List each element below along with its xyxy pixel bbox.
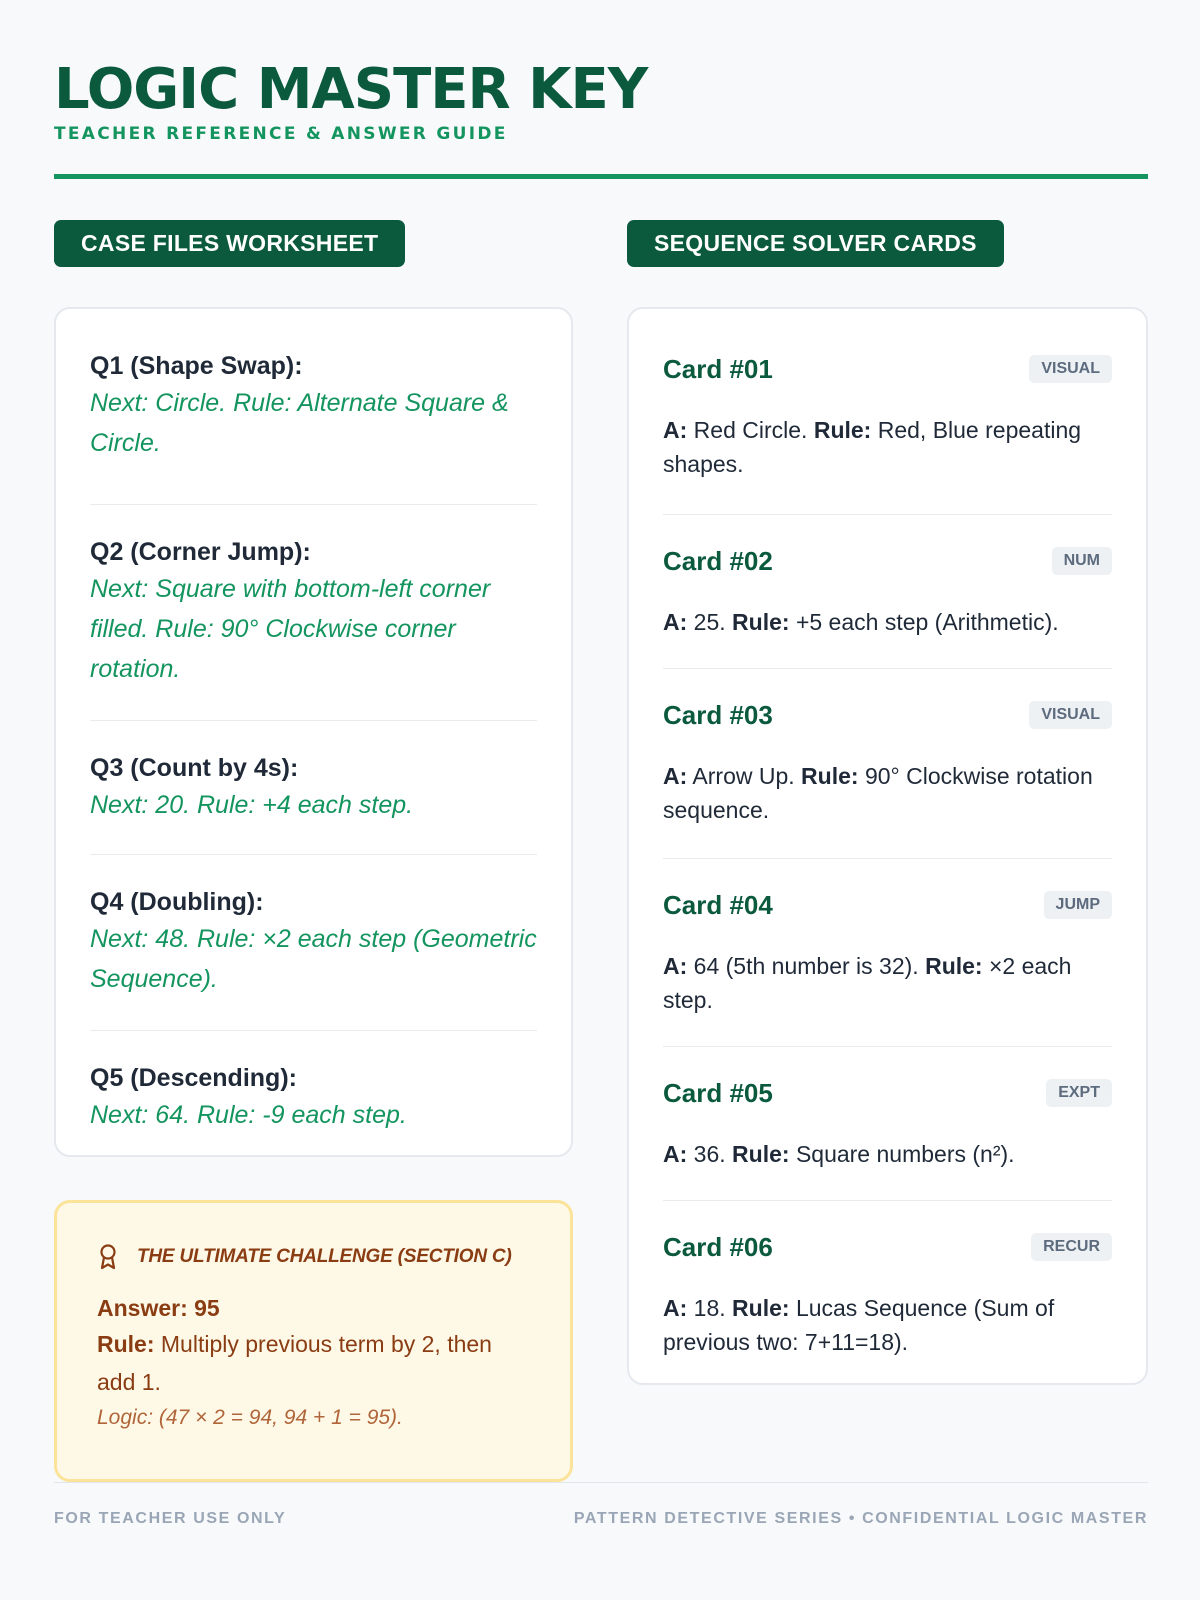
answer-prefix: A: (663, 953, 688, 979)
solver-card-answer: Red Circle. (693, 417, 808, 443)
solver-card-body (663, 949, 1112, 1017)
solver-card-rule: +5 each step (Arithmetic). (795, 609, 1059, 635)
solver-card-title: Card #04 (663, 889, 773, 920)
question-item (90, 855, 537, 1031)
section-label-case-files: CASE FILES WORKSHEET (54, 220, 405, 267)
page-title: LOGIC MASTER KEY (54, 57, 648, 122)
question-answer: Next: 20. Rule: +4 each step. (90, 791, 414, 819)
challenge-rule-text: Multiply previous term by 2, then add 1. (97, 1331, 492, 1395)
solver-card-tag: VISUAL (1029, 355, 1112, 383)
page-subtitle: TEACHER REFERENCE & ANSWER GUIDE (54, 124, 508, 144)
solver-card-tag: NUM (1052, 547, 1112, 575)
solver-card-answer: 36. (693, 1141, 726, 1167)
question-item (90, 505, 537, 721)
solver-card (663, 1201, 1112, 1391)
sequence-solver-cards (627, 307, 1148, 1385)
rule-prefix: Rule: (801, 763, 859, 789)
challenge-rule-label: Rule: (97, 1331, 155, 1357)
answer-prefix: A: (663, 417, 688, 443)
solver-card-body (663, 1291, 1112, 1359)
solver-card-body (663, 413, 1112, 481)
rule-prefix: Rule: (732, 1141, 790, 1167)
solver-card-tag: VISUAL (1029, 701, 1112, 729)
rule-prefix: Rule: (925, 953, 983, 979)
challenge-logic: Logic: (47 × 2 = 94, 94 + 1 = 95). (97, 1406, 403, 1429)
case-files-answers-card (54, 307, 573, 1157)
solver-card-tag: RECUR (1031, 1233, 1112, 1261)
question-label: Q5 (Descending): (90, 1064, 297, 1092)
solver-card-answer: Arrow Up. (692, 763, 795, 789)
solver-card-body (663, 759, 1112, 827)
page-header (54, 58, 1148, 144)
footer-divider (54, 1482, 1148, 1483)
solver-card-title: Card #06 (663, 1231, 773, 1262)
solver-card-answer: 25. (693, 609, 726, 635)
question-label: Q3 (Count by 4s): (90, 754, 299, 782)
answer-prefix: A: (663, 1295, 688, 1321)
header-divider (54, 174, 1148, 179)
solver-card-body (663, 605, 1112, 639)
solver-card-tag: EXPT (1046, 1079, 1112, 1107)
answer-prefix: A: (663, 609, 688, 635)
solver-card-rule: Red, Blue repeating shapes. (663, 417, 1082, 477)
footer-right-text: PATTERN DETECTIVE SERIES • CONFIDENTIAL LOGIC MASTER (573, 1510, 1148, 1527)
solver-card-title: Card #03 (663, 699, 773, 730)
answer-prefix: A: (663, 1141, 688, 1167)
question-answer: Next: 48. Rule: ×2 each step (Geometric Sequence). (90, 925, 537, 993)
question-answer: Next: Circle. Rule: Alternate Square & Circle. (90, 389, 509, 457)
solver-card (663, 859, 1112, 1047)
footer-left-text: FOR TEACHER USE ONLY (54, 1510, 287, 1527)
solver-card-rule: 90° Clockwise rotation sequence. (663, 763, 1093, 823)
solver-card (663, 325, 1112, 515)
solver-card-body (663, 1137, 1112, 1171)
solver-card-rule: Lucas Sequence (Sum of previous two: 7+11=18). (663, 1295, 1055, 1355)
solver-card-answer: 64 (5th number is 32). (693, 953, 919, 979)
rule-prefix: Rule: (813, 417, 872, 443)
solver-card (663, 515, 1112, 669)
rule-prefix: Rule: (732, 1295, 790, 1321)
solver-card-rule: Square numbers (n²). (795, 1141, 1015, 1167)
question-label: Q4 (Doubling): (90, 888, 264, 916)
answer-prefix: A: (663, 763, 688, 789)
question-answer: Next: 64. Rule: -9 each step. (90, 1101, 407, 1129)
solver-card-rule: ×2 each step. (663, 953, 1072, 1013)
solver-card-title: Card #05 (663, 1077, 773, 1108)
challenge-rule (97, 1325, 530, 1401)
challenge-title: THE ULTIMATE CHALLENGE (SECTION C) (137, 1246, 512, 1267)
solver-card-tag: JUMP (1044, 891, 1112, 919)
question-item (90, 1031, 537, 1171)
question-item (90, 323, 537, 505)
question-label: Q1 (Shape Swap): (90, 352, 303, 380)
question-item (90, 721, 537, 855)
award-ribbon-icon (97, 1243, 119, 1271)
solver-card-title: Card #01 (663, 353, 773, 384)
question-label: Q2 (Corner Jump): (90, 538, 311, 566)
rule-prefix: Rule: (732, 609, 790, 635)
section-label-sequence-solver: SEQUENCE SOLVER CARDS (627, 220, 1004, 267)
solver-card-title: Card #02 (663, 545, 773, 576)
solver-card (663, 669, 1112, 859)
ultimate-challenge-box (54, 1200, 573, 1482)
question-answer: Next: Square with bottom-left corner filled. Rule: 90° Clockwise corner rotation. (90, 575, 491, 683)
challenge-answer: Answer: 95 (97, 1295, 220, 1321)
solver-card (663, 1047, 1112, 1201)
solver-card-answer: 18. (693, 1295, 726, 1321)
